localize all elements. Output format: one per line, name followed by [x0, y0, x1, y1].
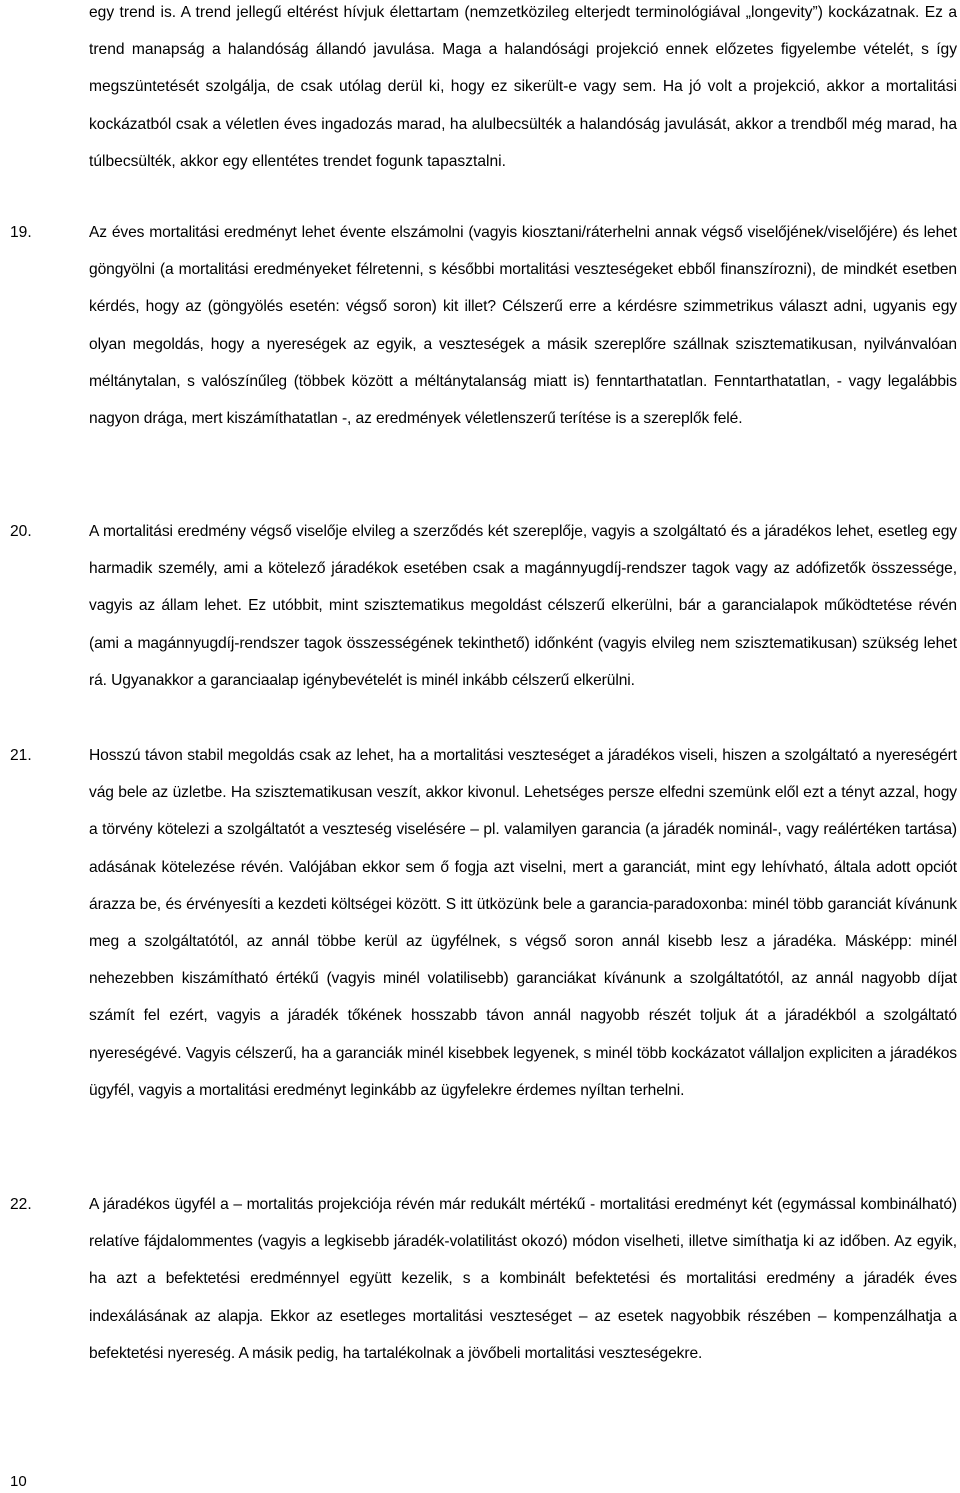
list-item-22 — [0, 1186, 957, 1372]
item-number: 22. — [10, 1196, 32, 1213]
page-number: 10 — [10, 1473, 27, 1490]
list-item-19 — [0, 214, 957, 437]
item-text: A járadékos ügyfél a – mortalitás projekciója révén már redukált mértékű - mortalitási eredményt két (egymással kombinálható) relatíve fájdalommentes (vagyis a legkisebb járadék-volatilitást okozó) módon viselheti, illetve simíthatja ki az időben. Az egyik, ha azt a befektetési eredménnyel együtt kezelik, s a kombinált befektetési és mortalitási eredmény a járadék éves indexálásának az alapja. Ekkor az esetleges mortalitási veszteséget – az esetek nagyobbik részében – kompenzálhatja a befektetési nyereség. A másik pedig, ha tartalékolnak a jövőbeli mortalitási veszteségekre. — [89, 1196, 957, 1362]
item-number: 20. — [10, 523, 32, 540]
item-number: 21. — [10, 747, 32, 764]
item-text: Az éves mortalitási eredményt lehet évente elszámolni (vagyis kiosztani/ráterhelni annak végső viselőjének/viselőjére) és lehet göngyölni (a mortalitási eredményeket félretenni, s későbbi mortalitási veszteségeket ebből finanszírozni), de mindkét esetben kérdés, hogy az (göngyölés esetén: végső soron) kit illet? Célszerű erre a kérdésre szimmetrikus választ adni, ugyanis egy olyan megoldás, hogy a nyereségek az egyik, a veszteségek a másik szereplőre szállnak szisztematikusan, nyilvánvalóan méltánytalan, s valószínűleg (többek között a méltánytalanság miatt is) fenntarthatatlan. Fenntarthatatlan, - vagy legalábbis nagyon drága, mert kiszámíthatatlan -, az eredmények véletlenszerű terítése is a szereplők felé. — [89, 224, 957, 428]
item-number: 19. — [10, 224, 32, 241]
item-text: A mortalitási eredmény végső viselője elvileg a szerződés két szereplője, vagyis a szolgáltató és a járadékos lehet, esetleg egy harmadik személy, ami a kötelező járadékok esetében csak a magánnyugdíj-rendszer tagok vagy az adófizetők összessége, vagyis az állam lehet. Ez utóbbit, mint szisztematikus megoldást célszerű elkerülni, bár a garancialapok működtetése révén (ami a magánnyugdíj-rendszer tagok összességének tekinthető) időnként (vagyis elvileg nem szisztematikusan) szükség lehet rá. Ugyanakkor a garanciaalap igénybevételét is minél inkább célszerű elkerülni. — [89, 523, 957, 689]
intro-paragraph: egy trend is. A trend jellegű eltérést hívjuk élettartam (nemzetközileg elterjedt terminológiával „longevity”) kockázatnak. Ez a trend manapság a halandóság állandó javulása. Maga a halandósági projekció ennek előzetes figyelembe vételét, s így megszüntetését szolgálja, de csak utólag derül ki, hogy ez sikerült-e vagy sem. Ha jó volt a projekció, akkor a mortalitási kockázatból csak a véletlen éves ingadozás marad, ha alulbecsülték a halandóság javulását, akkor a trendből még marad, ha túlbecsülték, akkor egy ellentétes trendet fogunk tapasztalni. — [89, 4, 957, 170]
item-text: Hosszú távon stabil megoldás csak az lehet, ha a mortalitási veszteséget a járadékos viseli, hiszen a szolgáltató a nyereségért vág bele az üzletbe. Ha szisztematikusan veszít, akkor kivonul. Lehetséges persze elfedni szemünk elől ezt a tényt azzal, hogy a törvény kötelezi a szolgáltatót a veszteség viselésére – pl. valamilyen garancia (a járadék nominál-, vagy reálértéken tartása) adásának kötelezése révén. Valójában ekkor sem ő fogja azt viselni, mert a garanciát, mint egy lehívható, általa adott opciót árazza be, és érvényesíti a kezdeti költségei között. S itt ütközünk bele a garancia-paradoxonba: minél több garanciát kívánunk meg a szolgáltatótól, az annál többe kerül az ügyfélnek, s végső soron annál kisebb lesz a járadéka. Másképp: minél nehezebben kiszámítható értékű (vagyis minél volatilisebb) garanciákat kívánunk a szolgáltatótól, az annál nagyobb díjat számít fel ezért, vagyis a járadék tőkének hosszabb távon annál nagyobb részét toljuk át a járadékból a szolgáltató nyereségévé. Vagyis célszerű, ha a garanciák minél kisebbek legyenek, s minél több kockázatot vállaljon expliciten a járadékos ügyfél, vagyis a mortalitási eredményt leginkább az ügyfelekre érdemes nyíltan terhelni. — [89, 747, 957, 1099]
list-item-21 — [0, 737, 957, 1109]
list-item-20 — [0, 513, 957, 699]
